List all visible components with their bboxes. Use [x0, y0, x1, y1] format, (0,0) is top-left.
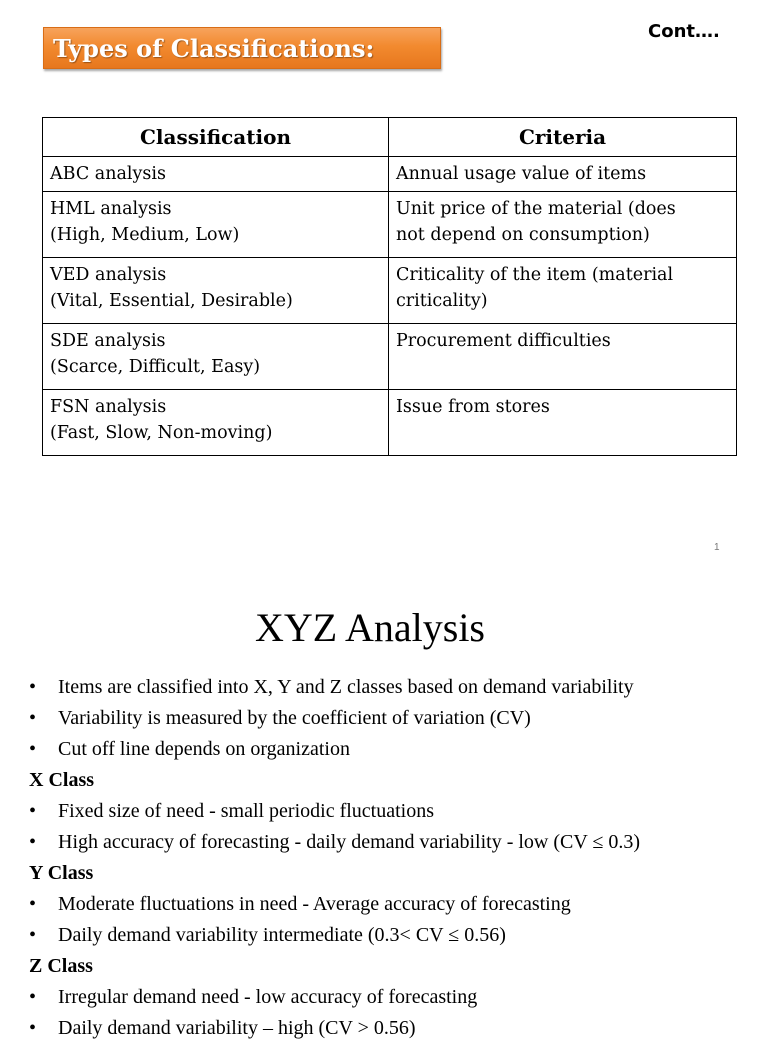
bullet-glyph: •	[29, 676, 37, 698]
bullet-text: Daily demand variability – high (CV > 0.56)	[58, 1017, 416, 1039]
bullet-text: Moderate fluctuations in need - Average accuracy of forecasting	[58, 893, 571, 915]
cell-line: (Fast, Slow, Non-moving)	[50, 423, 273, 443]
cell-line: HML analysis	[50, 199, 172, 219]
cell-line: SDE analysis	[50, 331, 166, 351]
table-header-criteria: Criteria	[389, 118, 737, 157]
class-heading-x: X Class	[29, 769, 95, 791]
cell-line: VED analysis	[50, 265, 167, 285]
table-cell-classification	[43, 192, 389, 258]
cell-line: (Scarce, Difficult, Easy)	[50, 357, 261, 377]
cell-line: FSN analysis	[50, 397, 167, 417]
bullet-item	[29, 920, 749, 951]
bullet-item	[29, 1013, 749, 1044]
bullet-item	[29, 796, 749, 827]
bullet-item	[29, 827, 749, 858]
table-row	[43, 192, 737, 258]
slide-number: 1	[714, 542, 720, 553]
class-heading-y: Y Class	[29, 862, 94, 884]
bullet-item	[29, 982, 749, 1013]
cell-line: not depend on consumption)	[396, 225, 650, 245]
table-cell-criteria	[389, 324, 737, 390]
xyz-slide-title: XYZ Analysis	[255, 605, 485, 650]
table-cell-criteria	[389, 192, 737, 258]
table-row	[43, 390, 737, 456]
bullet-text: Cut off line depends on organization	[58, 738, 350, 760]
bullet-item	[29, 889, 749, 920]
bullet-glyph: •	[29, 986, 37, 1008]
bullet-glyph: •	[29, 1017, 37, 1039]
slide-title-banner: Types of Classifications:	[43, 27, 441, 69]
cell-line: Procurement difficulties	[396, 331, 611, 351]
bullet-glyph: •	[29, 707, 37, 729]
bullet-item	[29, 734, 749, 765]
bullet-text: Fixed size of need - small periodic fluctuations	[58, 800, 435, 822]
xyz-content	[29, 672, 749, 1044]
bullet-glyph: •	[29, 831, 37, 853]
bullet-glyph: •	[29, 924, 37, 946]
table-row	[43, 258, 737, 324]
table-cell-classification	[43, 157, 389, 192]
table-row	[43, 324, 737, 390]
continued-label: Cont….	[648, 21, 720, 42]
bullet-text: Irregular demand need - low accuracy of forecasting	[58, 986, 478, 1008]
bullet-text: Items are classified into X, Y and Z classes based on demand variability	[58, 676, 634, 698]
table-header-row	[43, 118, 737, 157]
cell-line: (High, Medium, Low)	[50, 225, 240, 245]
classification-table	[42, 117, 737, 456]
bullet-text: High accuracy of forecasting - daily demand variability - low (CV ≤ 0.3)	[58, 831, 641, 853]
cell-line: Criticality of the item (material	[396, 265, 674, 285]
bullet-glyph: •	[29, 893, 37, 915]
bullet-item	[29, 672, 749, 703]
cell-line: ABC analysis	[50, 164, 166, 184]
table-header-classification: Classification	[43, 118, 389, 157]
bullet-text: Daily demand variability intermediate (0.3< CV ≤ 0.56)	[58, 924, 506, 946]
table-cell-classification	[43, 258, 389, 324]
bullet-text: Variability is measured by the coefficient of variation (CV)	[58, 707, 531, 729]
class-heading-z: Z Class	[29, 955, 93, 977]
cell-line: criticality)	[396, 291, 488, 311]
table-cell-criteria	[389, 390, 737, 456]
bullet-item	[29, 703, 749, 734]
table-row	[43, 157, 737, 192]
table-cell-classification	[43, 390, 389, 456]
cell-line: Unit price of the material (does	[396, 199, 676, 219]
cell-line: Issue from stores	[396, 397, 550, 417]
bullet-glyph: •	[29, 738, 37, 760]
cell-line: Annual usage value of items	[396, 164, 647, 184]
table-cell-criteria	[389, 258, 737, 324]
bullet-glyph: •	[29, 800, 37, 822]
table-cell-classification	[43, 324, 389, 390]
cell-line: (Vital, Essential, Desirable)	[50, 291, 293, 311]
table-cell-criteria	[389, 157, 737, 192]
